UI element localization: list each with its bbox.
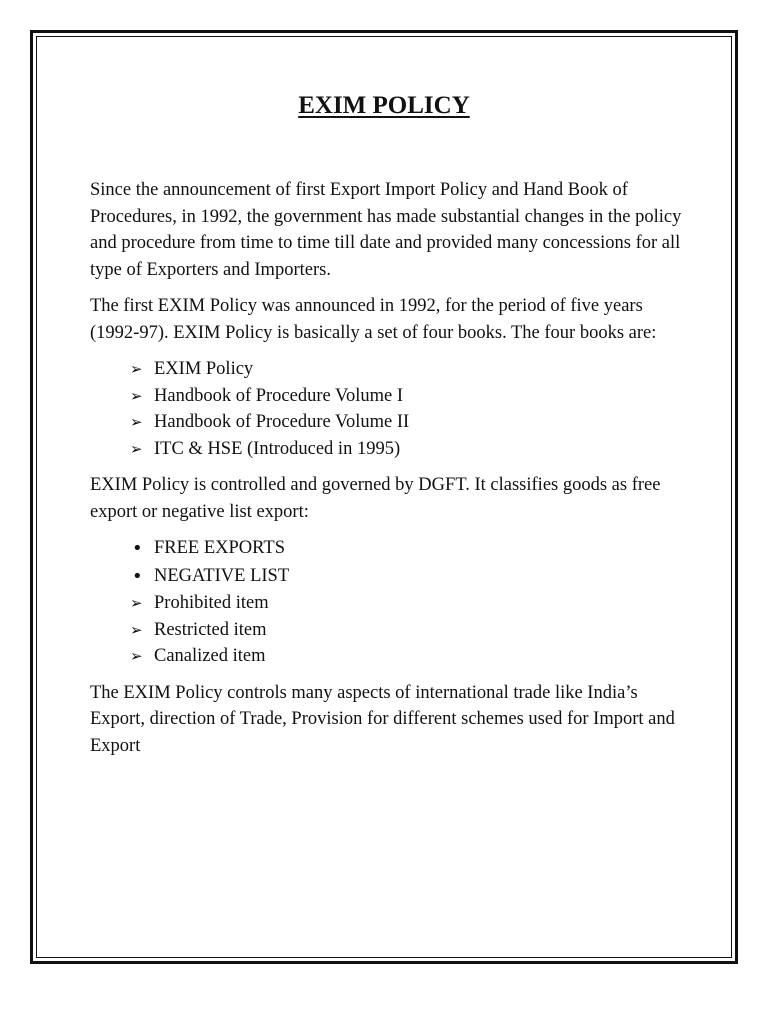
list-item: ➢ Handbook of Procedure Volume II	[90, 409, 690, 436]
list-item: ➢ ITC & HSE (Introduced in 1995)	[90, 436, 690, 463]
intro-paragraph: Since the announcement of first Export Import Policy and Hand Book of Procedures, in 1992, the government has made substantial changes in the policy and procedure from time to time till date and provided many concessions for all type of Exporters and Importers.	[90, 180, 682, 280]
document-body	[90, 177, 690, 769]
arrow-bullet-icon: ➢	[130, 360, 143, 378]
dot-bullet-icon: •	[132, 565, 143, 587]
dgft-paragraph: EXIM Policy is controlled and governed by DGFT. It classifies goods as free export or negative list export:	[90, 475, 661, 522]
arrow-bullet-icon: ➢	[130, 620, 143, 639]
arrow-bullet-icon: ➢	[130, 413, 143, 431]
arrow-bullet-icon: ➢	[130, 647, 143, 665]
dot-bullet-icon: •	[132, 538, 143, 559]
books-list	[90, 356, 690, 462]
document-title: EXIM POLICY	[298, 92, 470, 119]
list-item: ➢ Restricted item	[90, 617, 690, 644]
list-item: ➢ Handbook of Procedure Volume I	[90, 383, 690, 410]
goods-list	[90, 535, 690, 670]
books-paragraph: The first EXIM Policy was announced in 1992, for the period of five years (1992-97). EXIM Policy is basically a set of four books. The four books are:	[90, 296, 657, 343]
list-item: ➢ Canalized item	[90, 643, 690, 670]
list-item: ➢ Prohibited item	[90, 590, 690, 617]
list-item: • FREE EXPORTS	[90, 535, 690, 563]
list-item: • NEGATIVE LIST	[90, 563, 690, 591]
closing-paragraph: The EXIM Policy controls many aspects of international trade like India’s Export, direction of Trade, Provision for different schemes used for Import and Export	[90, 682, 675, 756]
arrow-bullet-icon: ➢	[130, 439, 143, 458]
list-item: ➢ EXIM Policy	[90, 356, 690, 383]
arrow-bullet-icon: ➢	[130, 386, 143, 405]
arrow-bullet-icon: ➢	[130, 594, 143, 612]
